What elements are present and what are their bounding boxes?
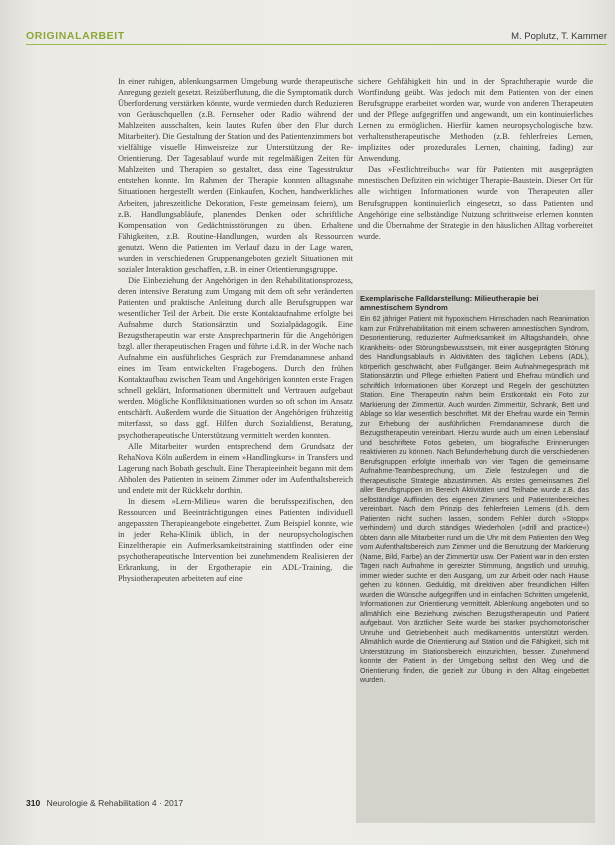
journal-name: Neurologie & Rehabilitation 4 · 2017: [46, 798, 184, 808]
paragraph: sichere Gehfähigkeit hin und in der Sprachtherapie wurde die Wortfindung geübt. Was jedoch mit dem Patienten von der einen Berufsgruppe erarbeitet worden war, wurde von anderen Therapeuten und der Pflege aufgegriffen und angewandt, um ein kontinuierliches Lernen zu ermöglichen. Hierfür kamen neuropsychologische bzw. verhaltenstherapeutische Methoden (z.B. fehlerfreies Lernen, implizites oder prozedurales Lernen, chaining, fading) zur Anwendung.: [358, 77, 593, 164]
case-study-title: Exemplarische Falldarstellung: Milieutherapie bei amnestischem Syndrom: [360, 294, 539, 313]
case-study-text: Ein 62 jähriger Patient mit hypoxischem Hirnschaden nach Reanimation kam zur Frührehabilitation mit einem schweren amnestischen Syndrom, Desorientierung, reduzierter Aufmerksamkeit im Alltagshandeln, ohne Krankheits- oder Störungsbewusstsein, mit einer ausgeprägten Störung des Handlungsablaufs in Aktivitäten des täglichen Lebens (ADL), körperlich geschwächt, aber Fußgänger. Beim Aufnahmegespräch mit Stationsärztin und Pflege erhielten Patient und Ehefrau mündlich und schriftlich Informationen über Konzept und Regeln der geschützten Station. Eine Therapeutin nahm beim Erstkontakt ein Foto zur Markierung der Zimmertür. Auch wurden Zimmertür, Schrank, Bett und Ablage so klar wesentlich beschriftet. Mit der Ehefrau wurde ein Termin zur Erhebung der ausführlichen Fremdanamnese durch die Bezugstherapeutin vereinbart. Hierzu wurde auch um einen Lebenslauf und beschriftete Fotos gebeten, um biografische Erinnerungen reaktivieren zu können. Nach Befunderhebung durch die verschiedenen Berufsgruppen erfolgte innerhalb von vier Tagen die gemeinsame Aufnahme-Teambesprechung, um Ziele festzulegen und die therapeutische Strategie abzustimmen. Als erstes gemeinsames Ziel aller Berufsgruppen im Bereich Aktivitäten und Teilhabe wurde z.B. das selbständige Auffinden des eigenen Zimmers und Patientenbereiches vereinbart. Nach dem Prinzip des fehlerfreien Lernens (d.h. dem Patienten nicht suchen lassen, sondern Fehler durch »Stopp« verhindern) und durch ständiges Wiederholen (»drill and practice«) übten dann alle Mitarbeiter rund um die Uhr mit dem Patienten den Weg vom Aufenthaltsbereich zum Zimmer und die Benutzung der Markierung (Name, Bild, Farbe) an der Zimmertür usw. Der Patient war in den ersten Tagen nach Aufnahme in gereizter Stimmung, ängstlich und unruhig, immer wieder suchte er den Ausgang, um zur Arbeit oder nach Hause gehen zu können. Geduldig, mit direktiven aber freundlichen Hilfen wurden die Wünsche aufgegriffen und in einfachen Schritten umgelenkt, Informationen zur Orientierung vermittelt. Ablenkung angeboten und so allmählich eine Beziehung zwischen Bezugstherapeutin und Patient aufgebaut. Von ärztlicher Seite wurde bei starker psychomotorischer Unruhe und Getriebenheit auch medikamentös unterstützt werden. Allmählich wurde die Orientierung auf Station und die Fähigkeit, sich mit Unterstützung im Stationsbereich einzurichten, besser. Zunehmend konnte der Patient in der Umgebung selbst den Weg und die Orientierung finden, die gezielt zur Übung in den Alltag eingebettet wurden.: [360, 315, 589, 685]
page-number: 310: [26, 798, 41, 808]
paragraph: In diesem »Lern-Milieu« waren die berufsspezifischen, den Ressourcen und Beeinträchtigungen eines Patienten individuell angepassten Therapieangebote eingebettet. Zum Beispiel konnte, wie in jeder Reha-Klinik üblich, in der neuropsychologischen Einzeltherapie ein Aufmerksamkeitstraining stattfinden oder eine psychotherapeutische Intervention bei zunehmendem Realisieren der Erkrankung, in der Ergotherapie ein ADL-Training, die Physiotherapeuten arbeiteten auf eine: [118, 496, 353, 584]
paragraph: Das »Festlichtreibuch« war für Patienten mit ausgeprägten mnestischen Defiziten ein wichtiger Therapie-Baustein. Dieser Ort für alle wichtigen Informationen wurde von Therapeuten aller Berufsgruppen kontinuierlich eingesetzt, so dass Patienten und Angehörige eine selbständige Nutzung schrittweise erlernen konnten und die Übernahme der Strategie in den häuslichen Alltag vorbereitet wurde.: [358, 165, 593, 241]
text-column-left: [118, 76, 353, 766]
header-rule: [26, 44, 607, 45]
text-column-right: [358, 76, 593, 308]
paragraph: Alle Mitarbeiter wurden entsprechend dem Grundsatz der RehaNova Köln außerdem in einem »Handlingkurs« in Transfers und Lagerung nach Bobath geschult. Eine Therapieeinheit begann mit dem Abholen des Patienten in seinem Zimmer oder im Aufenthaltsbereich und endete mit der Rückkehr dorthin.: [118, 441, 353, 495]
page-footer: [26, 798, 346, 808]
paragraph: In einer ruhigen, ablenkungsarmen Umgebung wurde therapeutische Anregung gezielt gesetzt. Reizüberflutung, die die Symptomatik durch Überforderung verstärken könnte, wurde vermieden durch Reduzieren von Geräuschquellen (z.B. Fernseher oder Radio während der Mahlzeiten ausschalten, kein lautes Rufen über den Flur durch Mitarbeiter). Die Gestaltung der Station und des Patientenzimmers bot vielfältige visuelle Hinweisreize zur Unterstützung der Re-Orientierung. Der Tagesablauf wurde mit regelmäßigen Zeiten für Mahlzeiten und Therapien so gestaltet, dass eine Tagesstruktur entstehen konnte. Im Rahmen der Therapie konnten alltagsnahe Situationen hergestellt werden (Einkaufen, Kochen, handwerkliches Arbeiten, jahreszeitliche Dekoration, Feste gemeinsam feiern), um z.B. Handlungsabläufe, planendes Denken oder schriftliche Kompensation von Gedächtnisstörungen zu üben. Erhaltene Fähigkeiten, z.B. Routine-Handlungen, wurden als Ressourcen genutzt. Wenn die Patienten im Verlauf dazu in der Lage waren, wurden in verschiedenen Gruppenangeboten gezielt Situationen mit sozialer Interaktion geschaffen, z.B. in einer Orientierungsgruppe.: [118, 77, 353, 274]
running-header: [26, 26, 607, 42]
author-names: M. Poplutz, T. Kammer: [511, 31, 607, 42]
paragraph: Die Einbeziehung der Angehörigen in den Rehabilitationsprozess, deren intensive Beratung zum Umgang mit dem oft sehr veränderten Patienten und praktische Anleitung durch alle Berufsgruppen war wesentlicher Teil der Arbeit. Die erste Kontaktaufnahme erfolgte bei Aufnahme durch Stationsärztin und Sozialpädagogik. Eine Bezugstherapeutin war erste Ansprechpartnerin für die Angehörigen bzgl. aller therapeutischen Fragen und führte i.d.R. in der Woche nach Aufnahme ein ausführliches Gespräch zur Fremdanamnese anhand eines im Team entwickelten Fragebogens. Durch den frühen Kontaktaufbau zwischen Team und Angehörigen konnten erste Fragen schnell geklärt, Informationen übermittelt und Vertrauen aufgebaut werden. Mögliche Konfliktsituationen wurden so oft schon im Ansatz entschärft. Außerdem wurde die Situation der Angehörigen frühzeitig miterfasst, so dass ggf. Hilfen durch Sozialdienst, Beratung, psychotherapeutische Unterstützung vermittelt werden konnten.: [118, 275, 353, 440]
section-label: ORIGINALARBEIT: [26, 30, 125, 42]
case-study-box: [356, 290, 595, 823]
